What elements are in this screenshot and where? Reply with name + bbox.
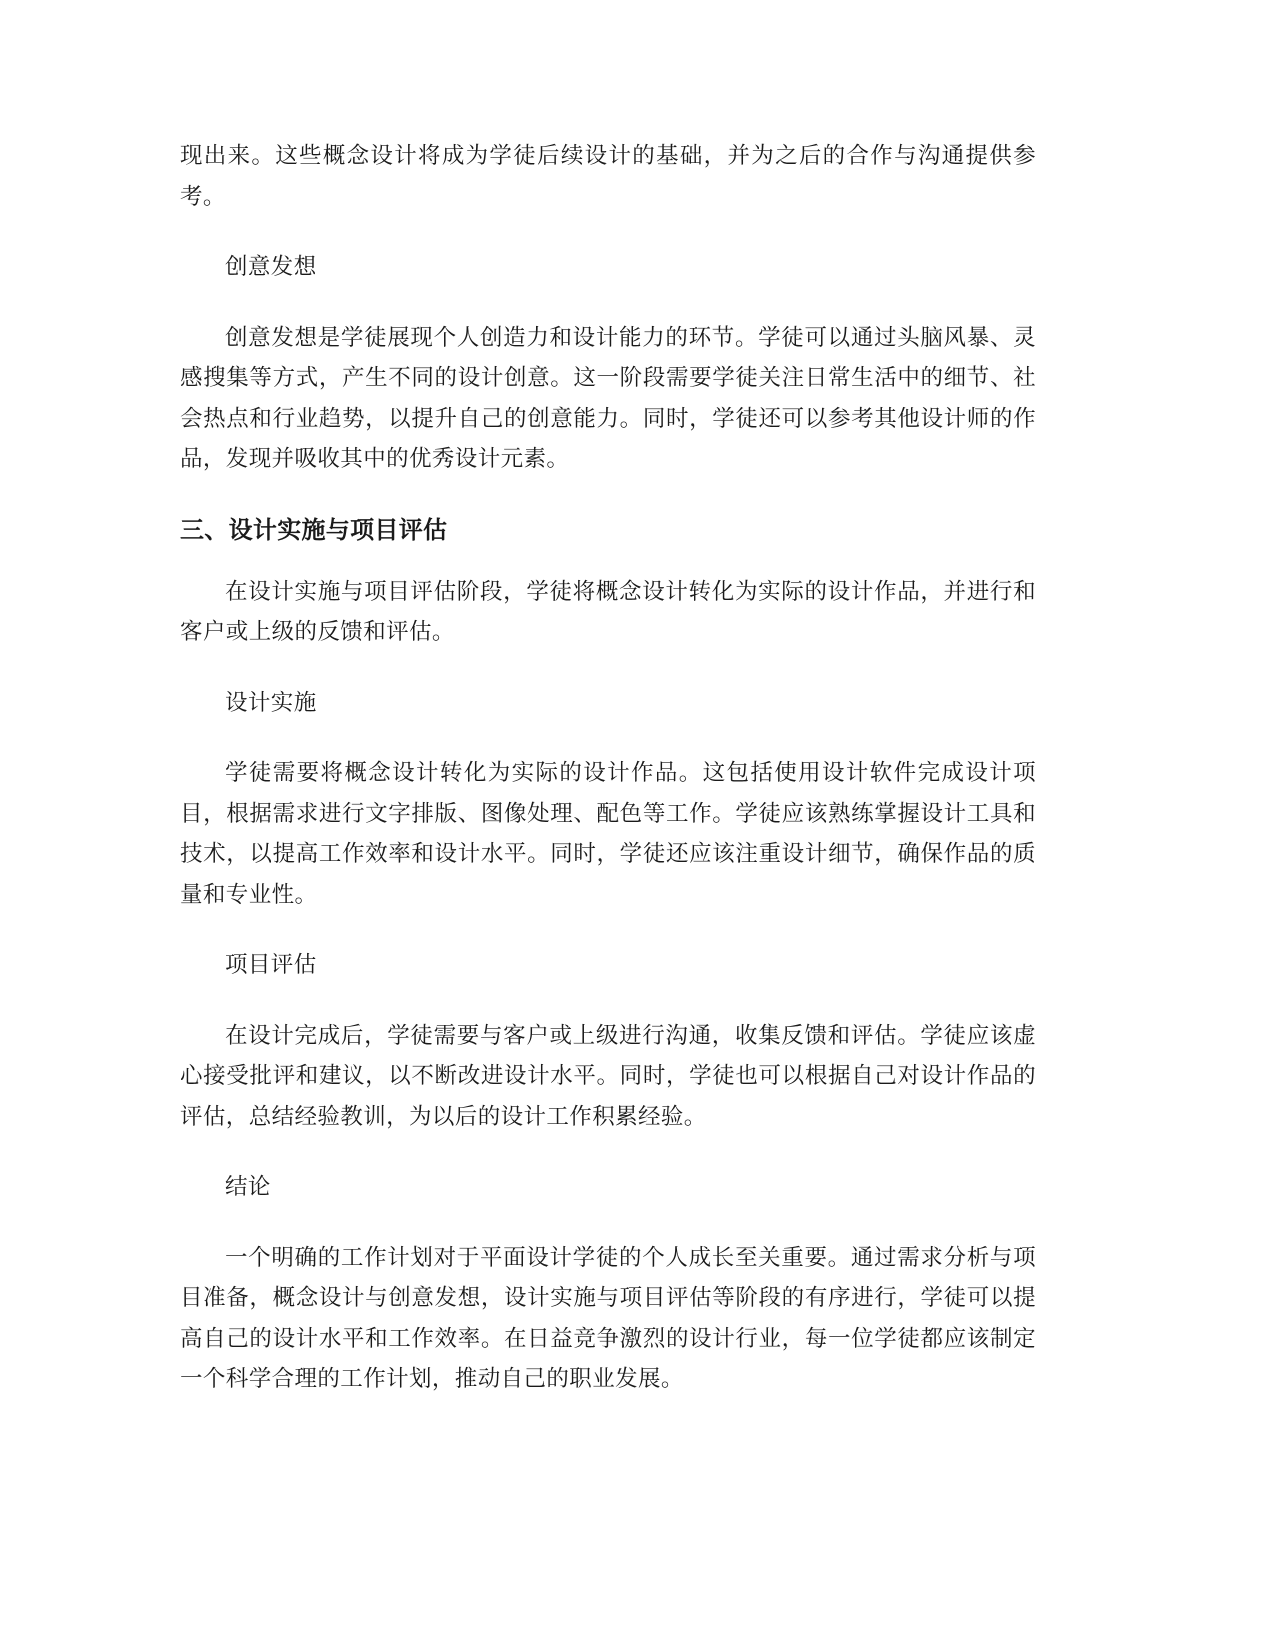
paragraph-design-implementation: 学徒需要将概念设计转化为实际的设计作品。这包括使用设计软件完成设计项目，根据需求进行文字排版、图像处理、配色等工作。学徒应该熟练掌握设计工具和技术，以提高工作效率和设计水平。同时，学徒还应该注重设计细节，确保作品的质量和专业性。 bbox=[180, 760, 1036, 908]
subheading-creative-ideation: 创意发想 bbox=[225, 254, 317, 280]
subheading-design-implementation: 设计实施 bbox=[225, 689, 317, 716]
section-heading-3: 三、设计实施与项目评估 bbox=[180, 515, 448, 544]
document-page bbox=[180, 136, 1036, 1430]
paragraph-project-evaluation: 在设计完成后，学徒需要与客户或上级进行沟通，收集反馈和评估。学徒应该虚心接受批评和建议，以不断改进设计水平。同时，学徒也可以根据自己对设计作品的评估，总结经验教训，为以后的设计工作积累经验。 bbox=[180, 1022, 1036, 1130]
paragraph-creative-ideation: 创意发想是学徒展现个人创造力和设计能力的环节。学徒可以通过头脑风暴、灵感搜集等方式，产生不同的设计创意。这一阶段需要学徒关注日常生活中的细节、社会热点和行业趋势，以提升自己的创意能力。同时，学徒还可以参考其他设计师的作品，发现并吸收其中的优秀设计元素。 bbox=[180, 324, 1036, 472]
paragraph-section-3-intro: 在设计实施与项目评估阶段，学徒将概念设计转化为实际的设计作品，并进行和客户或上级的反馈和评估。 bbox=[180, 578, 1036, 645]
paragraph-continued: 现出来。这些概念设计将成为学徒后续设计的基础，并为之后的合作与沟通提供参考。 bbox=[180, 143, 1036, 210]
subheading-conclusion: 结论 bbox=[225, 1174, 271, 1200]
subheading-project-evaluation: 项目评估 bbox=[225, 952, 317, 978]
paragraph-conclusion: 一个明确的工作计划对于平面设计学徒的个人成长至关重要。通过需求分析与项目准备，概念设计与创意发想，设计实施与项目评估等阶段的有序进行，学徒可以提高自己的设计水平和工作效率。在日益竞争激烈的设计行业，每一位学徒都应该制定一个科学合理的工作计划，推动自己的职业发展。 bbox=[180, 1244, 1036, 1392]
